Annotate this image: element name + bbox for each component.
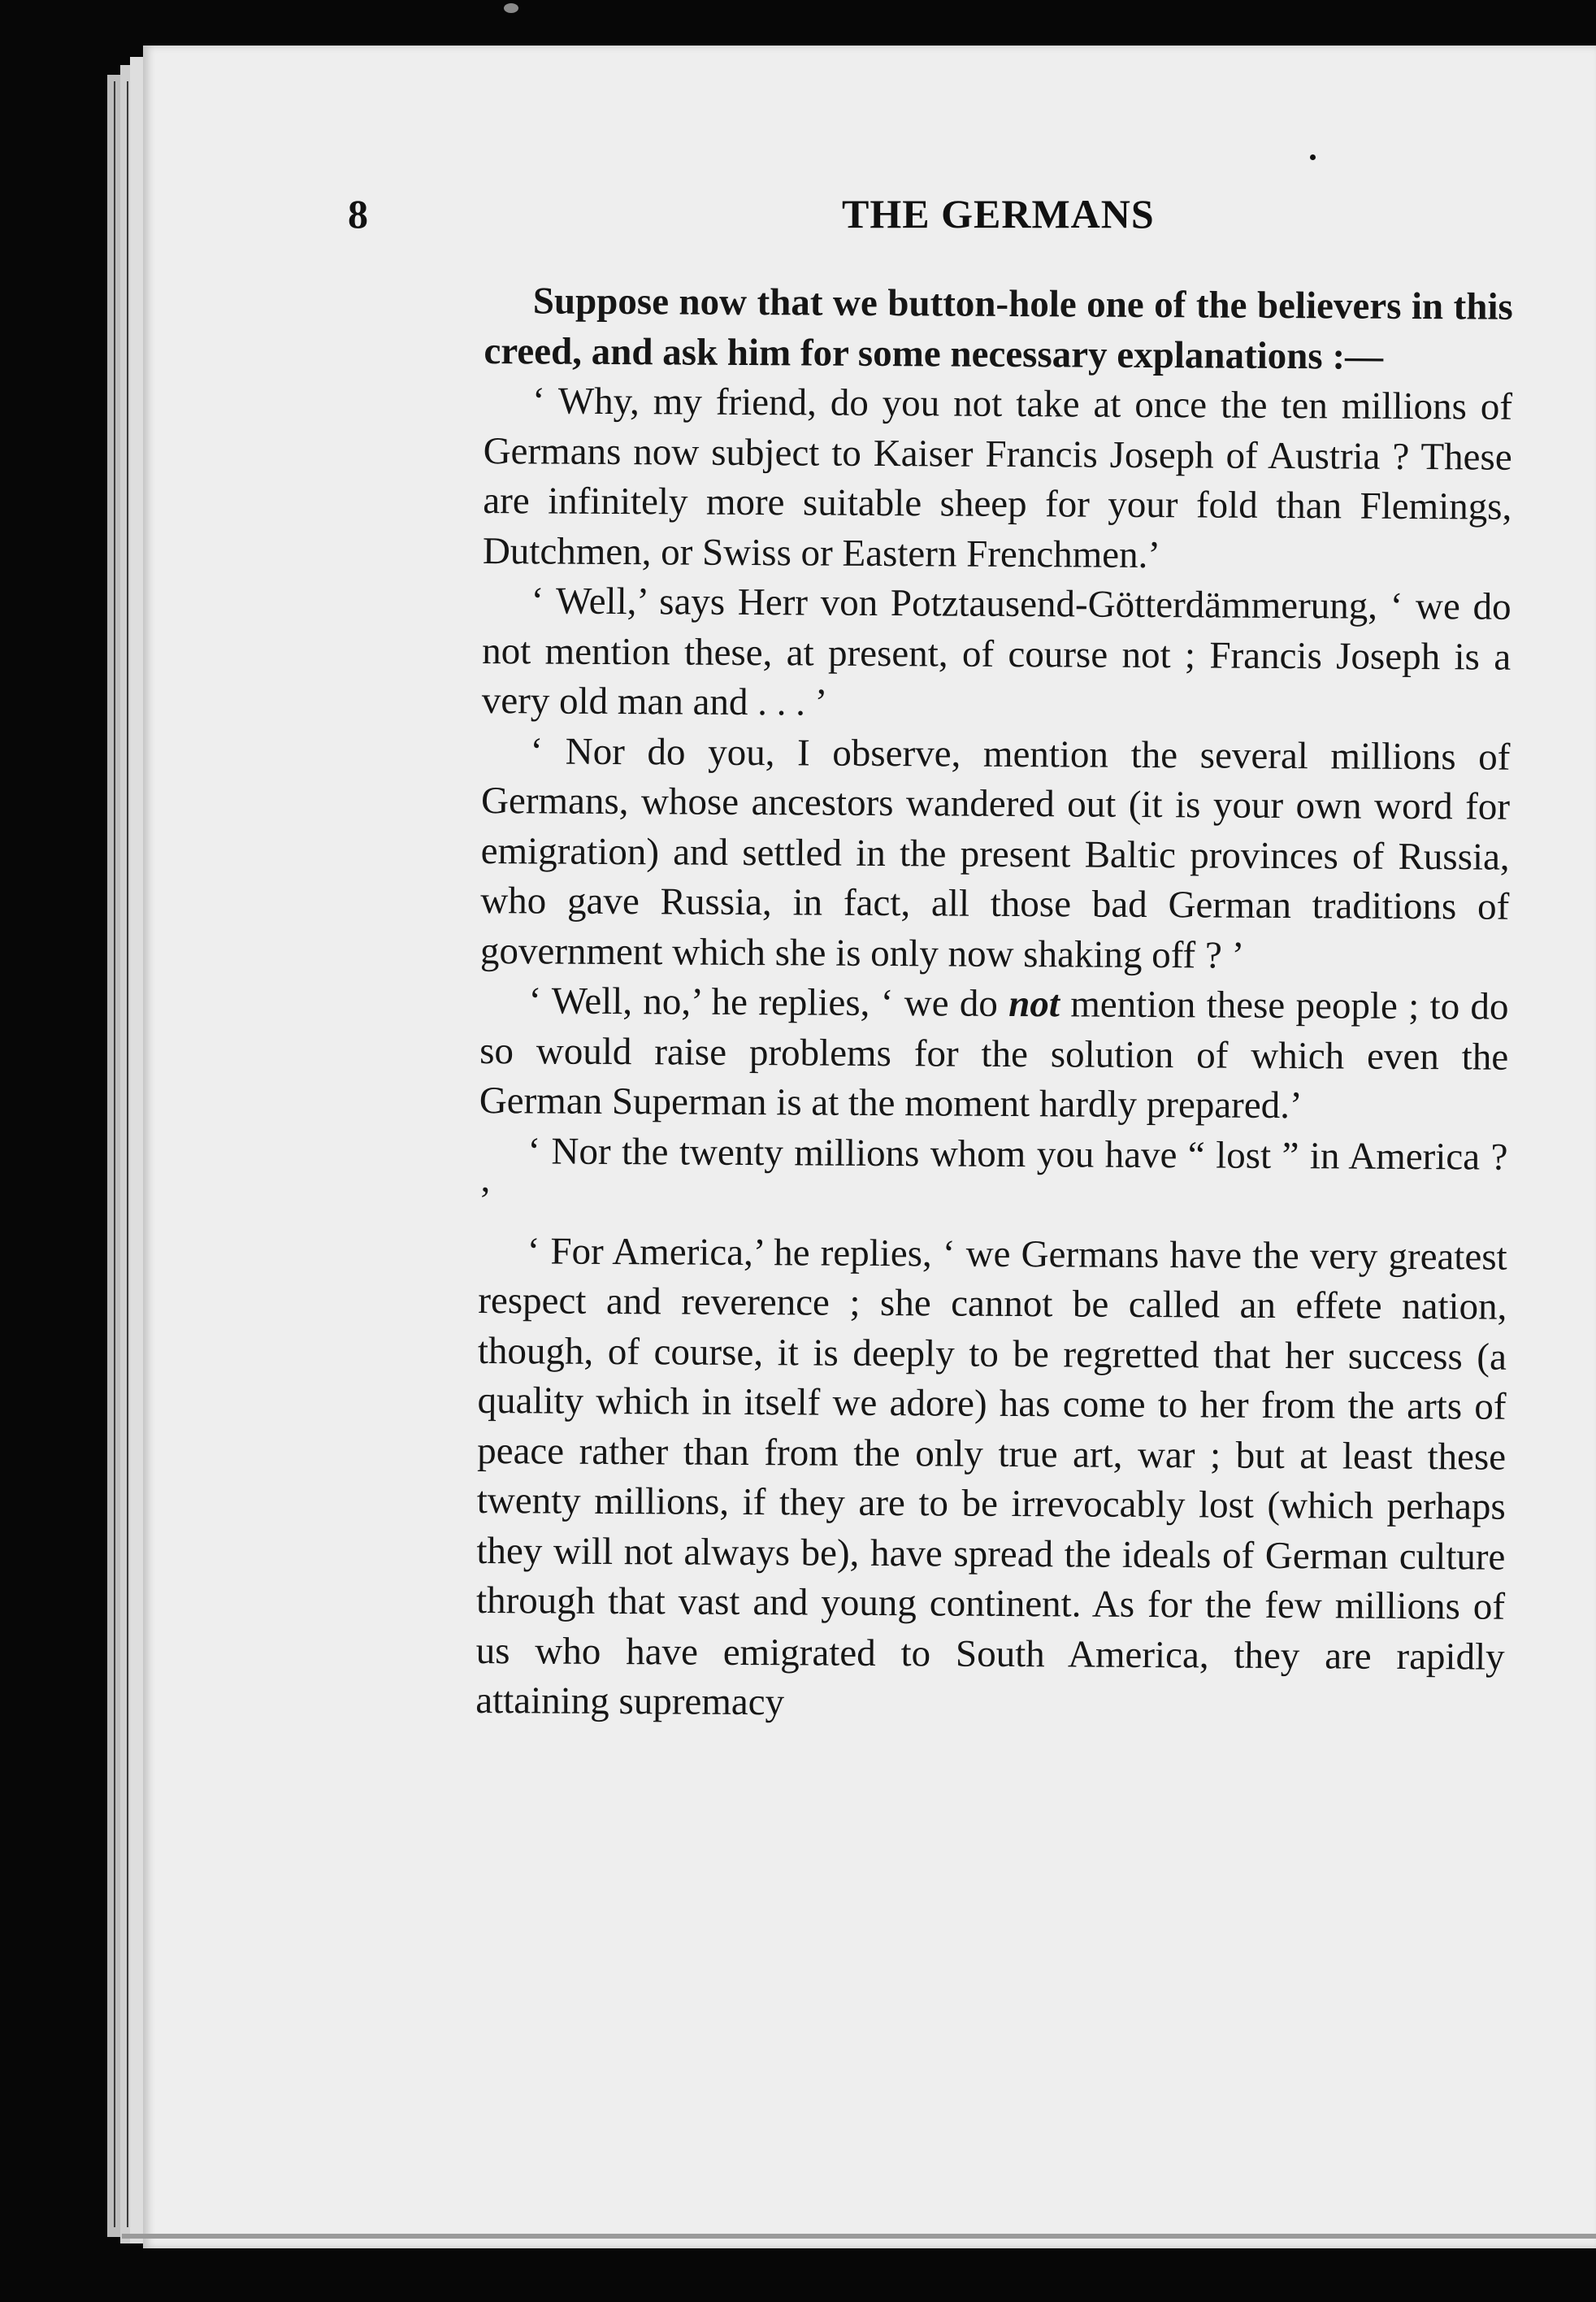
ink-speck <box>1310 154 1316 160</box>
paragraph <box>475 1226 1507 1732</box>
page-edge-line <box>127 81 128 2227</box>
paragraph-text: Suppose now that we button-hole one of the believers in this creed, and ask him for some necessary explanations :— <box>484 280 1513 378</box>
ink-speck <box>504 3 518 13</box>
page-edge-line <box>114 81 115 2227</box>
paragraph <box>483 376 1512 583</box>
paragraph <box>484 276 1513 383</box>
paragraph <box>480 726 1511 982</box>
paragraph-text: ‘ For America,’ he replies, ‘ we Germans have the very greatest respect and reverence ; she cannot be called an effete nation, though, of course, it is deeply to be regretted that her success (a quality which in itself we adore) has come to her from the arts of peace rather than from the only true art, war ; but at least these twenty millions, if they are to be irrevocably lost (which perhaps they will not always be), have spread the ideals of German culture through that vast and young continent. As for the few millions of us who have emigrated to South America, they are rapidly attaining supremacy <box>475 1229 1507 1724</box>
paragraph-text: ‘ Well,’ says Herr von Potztausend-Götterdämmerung, ‘ we do not mention these, at present, of course not ; Francis Joseph is a very old man and . . . ’ <box>481 580 1511 724</box>
paragraph-text: ‘ Well, no,’ he replies, ‘ we do <box>528 979 1009 1025</box>
paragraph-text: mention these people ; to do so would raise problems for the solution of which even the German Superman is at the moment hardly prepared.’ <box>479 983 1509 1127</box>
paragraph-text: ‘ Why, my friend, do you not take at once the ten millions of Germans now subject to Kaiser Francis Joseph of Austria ? These are infinitely more suitable sheep for your fold than Flemings, Dutchmen, or Swiss or Eastern Frenchmen.’ <box>482 380 1513 576</box>
paragraph-text: ‘ Nor the twenty millions whom you have “ lost ” in America ? ’ <box>478 1129 1508 1223</box>
paragraph <box>479 1126 1508 1232</box>
emphasis-text: not <box>1008 982 1060 1026</box>
page-number: 8 <box>348 191 368 237</box>
body-text <box>475 276 1513 1732</box>
running-head: THE GERMANS <box>842 191 1155 237</box>
page-bottom-edge <box>122 2234 1596 2239</box>
paragraph <box>482 576 1511 732</box>
paragraph-text: ‘ Nor do you, I observe, mention the several millions of Germans, whose ancestors wandered out (it is your own word for emigration) and settled in the present Baltic provinces of Russia, who gave Russia, in fact, all those bad German traditions of government which she is only now shaking off ? ’ <box>479 729 1511 977</box>
paragraph <box>479 976 1509 1132</box>
